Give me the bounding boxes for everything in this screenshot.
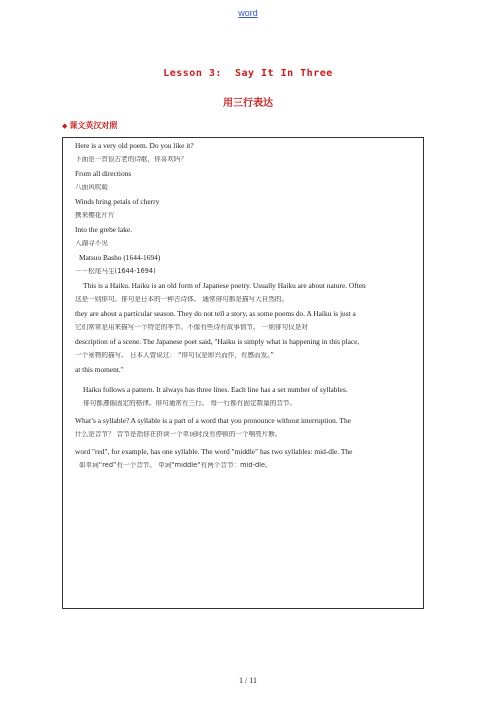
- lesson-subtitle: 用三行表达: [223, 98, 273, 109]
- text-line-en: Winds bring petals of cherry: [75, 198, 160, 206]
- text-line-en: at this moment.": [75, 366, 124, 374]
- page-number: 1 / 11: [239, 676, 257, 685]
- text-line-zh: 携来樱花片片: [75, 212, 115, 219]
- bilingual-text-box: [62, 137, 424, 609]
- text-line-en: This is a Haiku. Haiku is an old form of Japanese poetry. Usually Haiku are about nature. Often: [83, 282, 366, 290]
- text-line-zh: 如单词“red”有一个音节。 单词“middle“有两个音节：mid-dle。: [79, 462, 272, 469]
- text-line-en: Haiku follows a pattern. It always has three lines. Each line has a set number of syllables.: [83, 386, 348, 394]
- text-line-zh: 下面是一首很古老的诗歌，你喜欢吗？: [75, 156, 188, 163]
- text-line-zh: 俳句都遵循固定的格律。俳句通常有三行。 每一行都有固定数量的音节。: [83, 400, 297, 407]
- text-line-zh: 八面风吹暖: [75, 184, 108, 191]
- text-line-en: Matsuo Basho (1644-1694): [79, 254, 161, 262]
- text-line-zh: 它们常常是用来描写一个特定的季节。不像有些诗有故事情节。 一则俳句仅是对: [75, 324, 308, 331]
- text-line-en: Into the grebe lake.: [75, 226, 133, 234]
- section-heading-label: 课文英汉对照: [69, 121, 118, 130]
- section-heading: [62, 120, 117, 131]
- text-line-en: Here is a very old poem. Do you like it?: [75, 142, 194, 150]
- text-line-zh: 一个景物的描写。 日本人曾说过： “俳句仅是即兴而作，有感而发。”: [75, 352, 274, 359]
- diamond-bullet-icon: ◆: [62, 121, 68, 130]
- text-line-en: description of a scene. The Japanese poet said, "Haiku is simply what is happening in this place,: [75, 338, 360, 346]
- header-word-link[interactable]: word: [238, 8, 258, 18]
- lesson-title: Lesson 3: Say It In Three: [163, 68, 333, 79]
- text-line-en: What’s a syllable? A syllable is a part of a word that you pronounce without interruption. The: [75, 417, 351, 425]
- text-line-en: word "red", for example, has one syllable. The word "middle" has two syllables: mid-dle. The: [75, 448, 353, 456]
- text-line-zh: 这是一则俳句。俳句是日本的一种古诗体。 通常俳句都是描写大自然的。: [75, 296, 289, 303]
- text-line-en: they are about a particular season. They do not tell a story, as some poems do. A Haiku is just a: [75, 310, 356, 318]
- text-line-zh: 入湖寻不见: [75, 240, 108, 247]
- text-line-zh: －－松尾马生(1644-1694): [75, 268, 156, 275]
- text-line-zh: 什么是音节？ 音节是指你在拼读一个单词时没有停顿的一个响亮片断。: [75, 431, 282, 438]
- text-line-en: From all directions: [75, 170, 132, 178]
